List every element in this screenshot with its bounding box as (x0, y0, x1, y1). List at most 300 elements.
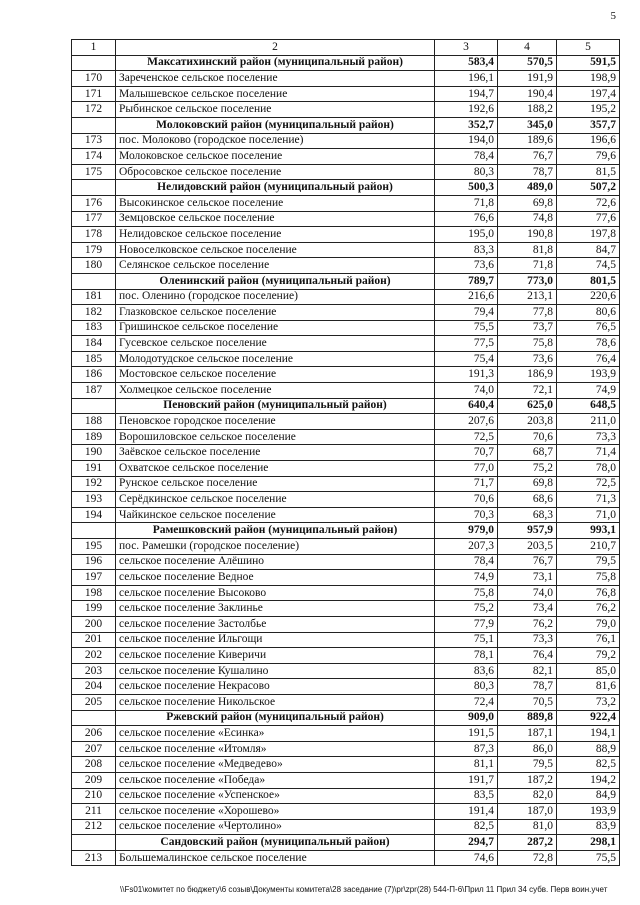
settlement-name-cell: Рамешковский район (муниципальный район) (116, 523, 435, 539)
value-col-4-cell: 287,2 (498, 835, 557, 851)
value-col-5-cell: 197,4 (557, 86, 620, 102)
settlement-name-cell: сельское поселение «Победа» (116, 772, 435, 788)
settlement-name-cell: Молоковский район (муниципальный район) (116, 117, 435, 133)
value-col-4-cell: 70,6 (498, 429, 557, 445)
value-col-5-cell: 83,9 (557, 819, 620, 835)
row-number-cell: 194 (72, 507, 116, 523)
value-col-4-cell: 190,8 (498, 227, 557, 243)
value-col-5-cell: 79,6 (557, 149, 620, 165)
value-col-4-cell: 76,7 (498, 149, 557, 165)
value-col-5-cell: 81,6 (557, 679, 620, 695)
value-col-3-cell: 74,6 (435, 850, 498, 866)
value-col-3-cell: 75,1 (435, 632, 498, 648)
row-number-cell: 177 (72, 211, 116, 227)
value-col-3-cell: 71,8 (435, 195, 498, 211)
row-number-cell: 170 (72, 71, 116, 87)
settlement-name-cell: Молоковское сельское поселение (116, 149, 435, 165)
value-col-4-cell: 70,5 (498, 694, 557, 710)
value-col-4-cell: 203,8 (498, 414, 557, 430)
table-row (72, 570, 620, 586)
district-row (72, 180, 620, 196)
value-col-5-cell: 78,6 (557, 336, 620, 352)
row-number-cell: 212 (72, 819, 116, 835)
settlement-name-cell: сельское поселение «Медведево» (116, 757, 435, 773)
value-col-5-cell: 76,8 (557, 585, 620, 601)
value-col-3-cell: 78,4 (435, 554, 498, 570)
value-col-3-cell: 83,5 (435, 788, 498, 804)
value-col-4-cell: 68,6 (498, 492, 557, 508)
table-row (72, 819, 620, 835)
row-number-cell: 181 (72, 289, 116, 305)
value-col-4-cell: 75,2 (498, 461, 557, 477)
value-col-5-cell: 71,4 (557, 445, 620, 461)
value-col-4-cell: 82,0 (498, 788, 557, 804)
value-col-5-cell: 198,9 (557, 71, 620, 87)
settlement-name-cell: сельское поселение Алёшино (116, 554, 435, 570)
value-col-4-cell: 79,5 (498, 757, 557, 773)
settlement-name-cell: Оленинский район (муниципальный район) (116, 273, 435, 289)
settlement-name-cell: сельское поселение «Успенское» (116, 788, 435, 804)
value-col-5-cell: 81,5 (557, 164, 620, 180)
settlement-name-cell: сельское поселение «Есинка» (116, 726, 435, 742)
row-number-cell: 188 (72, 414, 116, 430)
page-number: 5 (610, 10, 616, 22)
table-row (72, 164, 620, 180)
value-col-3-cell: 194,7 (435, 86, 498, 102)
value-col-3-cell: 74,0 (435, 383, 498, 399)
table-row (72, 289, 620, 305)
row-number-cell (72, 523, 116, 539)
table-body (72, 55, 620, 866)
settlement-name-cell: пос. Молоково (городское поселение) (116, 133, 435, 149)
value-col-3-cell: 72,4 (435, 694, 498, 710)
value-col-4-cell: 187,2 (498, 772, 557, 788)
row-number-cell: 174 (72, 149, 116, 165)
row-number-cell: 210 (72, 788, 116, 804)
value-col-3-cell: 80,3 (435, 679, 498, 695)
table-row (72, 788, 620, 804)
value-col-3-cell: 78,4 (435, 149, 498, 165)
value-col-3-cell: 77,5 (435, 336, 498, 352)
settlement-name-cell: сельское поселение Некрасово (116, 679, 435, 695)
district-row (72, 523, 620, 539)
table-row (72, 383, 620, 399)
value-col-4-cell: 188,2 (498, 102, 557, 118)
row-number-cell: 175 (72, 164, 116, 180)
table-row (72, 507, 620, 523)
value-col-4-cell: 489,0 (498, 180, 557, 196)
table-row (72, 195, 620, 211)
row-number-cell: 193 (72, 492, 116, 508)
row-number-cell: 204 (72, 679, 116, 695)
settlement-name-cell: Селянское сельское поселение (116, 258, 435, 274)
table-row (72, 367, 620, 383)
header-col-2: 2 (116, 40, 435, 56)
value-col-3-cell: 73,6 (435, 258, 498, 274)
settlement-name-cell: сельское поселение Ведное (116, 570, 435, 586)
settlement-name-cell: Молодотудское сельское поселение (116, 351, 435, 367)
table-row (72, 601, 620, 617)
settlement-name-cell: Сандовский район (муниципальный район) (116, 835, 435, 851)
settlement-name-cell: Земцовское сельское поселение (116, 211, 435, 227)
settlement-name-cell: Пеновское городское поселение (116, 414, 435, 430)
value-col-3-cell: 583,4 (435, 55, 498, 71)
value-col-4-cell: 78,7 (498, 164, 557, 180)
value-col-5-cell: 76,2 (557, 601, 620, 617)
value-col-5-cell: 193,9 (557, 804, 620, 820)
value-col-3-cell: 191,4 (435, 804, 498, 820)
settlement-name-cell: пос. Рамешки (городское поселение) (116, 539, 435, 555)
table-row (72, 585, 620, 601)
settlement-name-cell: сельское поселение Кушалино (116, 663, 435, 679)
row-number-cell (72, 710, 116, 726)
settlement-name-cell: Мостовское сельское поселение (116, 367, 435, 383)
settlement-name-cell: Холмецкое сельское поселение (116, 383, 435, 399)
row-number-cell (72, 55, 116, 71)
value-col-5-cell: 194,2 (557, 772, 620, 788)
row-number-cell: 178 (72, 227, 116, 243)
row-number-cell: 197 (72, 570, 116, 586)
row-number-cell: 187 (72, 383, 116, 399)
value-col-3-cell: 191,5 (435, 726, 498, 742)
value-col-5-cell: 197,8 (557, 227, 620, 243)
value-col-4-cell: 73,3 (498, 632, 557, 648)
value-col-4-cell: 189,6 (498, 133, 557, 149)
value-col-3-cell: 196,1 (435, 71, 498, 87)
settlement-name-cell: Охватское сельское поселение (116, 461, 435, 477)
value-col-4-cell: 82,1 (498, 663, 557, 679)
settlement-name-cell: сельское поселение «Чертолино» (116, 819, 435, 835)
value-col-5-cell: 220,6 (557, 289, 620, 305)
value-col-4-cell: 78,7 (498, 679, 557, 695)
settlement-name-cell: Гусевское сельское поселение (116, 336, 435, 352)
table-row (72, 133, 620, 149)
value-col-3-cell: 195,0 (435, 227, 498, 243)
table-row (72, 351, 620, 367)
table-row (72, 336, 620, 352)
header-col-3: 3 (435, 40, 498, 56)
value-col-3-cell: 72,5 (435, 429, 498, 445)
row-number-cell: 198 (72, 585, 116, 601)
value-col-4-cell: 77,8 (498, 305, 557, 321)
settlement-name-cell: Высокинское сельское поселение (116, 195, 435, 211)
district-row (72, 710, 620, 726)
settlement-name-cell: сельское поселение «Хорошево» (116, 804, 435, 820)
row-number-cell: 206 (72, 726, 116, 742)
row-number-cell: 203 (72, 663, 116, 679)
table-row (72, 102, 620, 118)
row-number-cell: 195 (72, 539, 116, 555)
value-col-4-cell: 76,7 (498, 554, 557, 570)
row-number-cell: 211 (72, 804, 116, 820)
value-col-4-cell: 345,0 (498, 117, 557, 133)
table-header-row (72, 40, 620, 56)
value-col-4-cell: 190,4 (498, 86, 557, 102)
value-col-5-cell: 73,3 (557, 429, 620, 445)
value-col-3-cell: 75,4 (435, 351, 498, 367)
row-number-cell (72, 273, 116, 289)
table-row (72, 305, 620, 321)
table-row (72, 648, 620, 664)
table-row (72, 445, 620, 461)
row-number-cell: 180 (72, 258, 116, 274)
settlement-name-cell: Нелидовский район (муниципальный район) (116, 180, 435, 196)
value-col-5-cell: 76,4 (557, 351, 620, 367)
value-col-4-cell: 889,8 (498, 710, 557, 726)
value-col-5-cell: 196,6 (557, 133, 620, 149)
value-col-3-cell: 82,5 (435, 819, 498, 835)
table-row (72, 772, 620, 788)
settlement-name-cell: Новоселковское сельское поселение (116, 242, 435, 258)
value-col-4-cell: 203,5 (498, 539, 557, 555)
settlement-name-cell: Чайкинское сельское поселение (116, 507, 435, 523)
value-col-4-cell: 73,6 (498, 351, 557, 367)
settlement-name-cell: Ворошиловское сельское поселение (116, 429, 435, 445)
value-col-5-cell: 72,6 (557, 195, 620, 211)
value-col-5-cell: 77,6 (557, 211, 620, 227)
settlement-name-cell: Глазковское сельское поселение (116, 305, 435, 321)
value-col-5-cell: 71,0 (557, 507, 620, 523)
row-number-cell: 200 (72, 616, 116, 632)
value-col-4-cell: 957,9 (498, 523, 557, 539)
value-col-4-cell: 73,4 (498, 601, 557, 617)
settlement-name-cell: сельское поселение Ильгощи (116, 632, 435, 648)
value-col-3-cell: 79,4 (435, 305, 498, 321)
table-row (72, 492, 620, 508)
table-row (72, 804, 620, 820)
table-row (72, 476, 620, 492)
value-col-4-cell: 73,1 (498, 570, 557, 586)
value-col-3-cell: 207,3 (435, 539, 498, 555)
value-col-3-cell: 70,6 (435, 492, 498, 508)
value-col-4-cell: 773,0 (498, 273, 557, 289)
settlement-name-cell: Малышевское сельское поселение (116, 86, 435, 102)
value-col-5-cell: 210,7 (557, 539, 620, 555)
table-row (72, 258, 620, 274)
settlement-name-cell: сельское поселение Заклинье (116, 601, 435, 617)
row-number-cell: 172 (72, 102, 116, 118)
value-col-4-cell: 71,8 (498, 258, 557, 274)
value-col-4-cell: 72,1 (498, 383, 557, 399)
value-col-3-cell: 80,3 (435, 164, 498, 180)
value-col-3-cell: 500,3 (435, 180, 498, 196)
settlement-name-cell: Большемалинское сельское поселение (116, 850, 435, 866)
value-col-3-cell: 294,7 (435, 835, 498, 851)
value-col-4-cell: 191,9 (498, 71, 557, 87)
settlement-name-cell: сельское поселение Высоково (116, 585, 435, 601)
value-col-3-cell: 352,7 (435, 117, 498, 133)
row-number-cell (72, 117, 116, 133)
row-number-cell: 199 (72, 601, 116, 617)
value-col-4-cell: 81,8 (498, 242, 557, 258)
district-row (72, 273, 620, 289)
value-col-3-cell: 77,0 (435, 461, 498, 477)
value-col-5-cell: 507,2 (557, 180, 620, 196)
table-row (72, 414, 620, 430)
value-col-5-cell: 591,5 (557, 55, 620, 71)
row-number-cell: 192 (72, 476, 116, 492)
table-row (72, 86, 620, 102)
value-col-4-cell: 76,4 (498, 648, 557, 664)
row-number-cell: 184 (72, 336, 116, 352)
value-col-4-cell: 186,9 (498, 367, 557, 383)
value-col-3-cell: 75,2 (435, 601, 498, 617)
settlement-name-cell: Рунское сельское поселение (116, 476, 435, 492)
settlement-name-cell: Пеновский район (муниципальный район) (116, 398, 435, 414)
settlement-name-cell: сельское поселение Никольское (116, 694, 435, 710)
value-col-5-cell: 85,0 (557, 663, 620, 679)
value-col-3-cell: 191,7 (435, 772, 498, 788)
table-row (72, 429, 620, 445)
value-col-4-cell: 69,8 (498, 476, 557, 492)
value-col-3-cell: 207,6 (435, 414, 498, 430)
row-number-cell: 213 (72, 850, 116, 866)
table-row (72, 850, 620, 866)
value-col-4-cell: 213,1 (498, 289, 557, 305)
row-number-cell: 205 (72, 694, 116, 710)
value-col-3-cell: 75,5 (435, 320, 498, 336)
header-col-1: 1 (72, 40, 116, 56)
value-col-4-cell: 74,8 (498, 211, 557, 227)
footer-file-path: \\Fs01\комитет по бюджету\6 созыв\Документы комитета\28 заседание (7)\pr\zpr(28) 544-П-6\Прил 11 Прил 34 субв. Перв воин.учет (120, 885, 608, 894)
district-row (72, 55, 620, 71)
value-col-3-cell: 81,1 (435, 757, 498, 773)
value-col-5-cell: 78,0 (557, 461, 620, 477)
row-number-cell: 179 (72, 242, 116, 258)
value-col-5-cell: 194,1 (557, 726, 620, 742)
row-number-cell: 171 (72, 86, 116, 102)
settlement-name-cell: сельское поселение Застолбье (116, 616, 435, 632)
value-col-3-cell: 71,7 (435, 476, 498, 492)
row-number-cell: 208 (72, 757, 116, 773)
settlement-name-cell: пос. Оленино (городское поселение) (116, 289, 435, 305)
value-col-5-cell: 298,1 (557, 835, 620, 851)
table-row (72, 679, 620, 695)
value-col-3-cell: 192,6 (435, 102, 498, 118)
settlement-name-cell: Нелидовское сельское поселение (116, 227, 435, 243)
value-col-3-cell: 78,1 (435, 648, 498, 664)
table-row (72, 149, 620, 165)
settlement-name-cell: Максатихинский район (муниципальный район) (116, 55, 435, 71)
value-col-4-cell: 73,7 (498, 320, 557, 336)
value-col-5-cell: 82,5 (557, 757, 620, 773)
row-number-cell (72, 835, 116, 851)
table-row (72, 726, 620, 742)
value-col-4-cell: 69,8 (498, 195, 557, 211)
header-col-4: 4 (498, 40, 557, 56)
settlement-name-cell: сельское поселение Киверичи (116, 648, 435, 664)
value-col-3-cell: 87,3 (435, 741, 498, 757)
table-row (72, 554, 620, 570)
settlement-name-cell: Серёдкинское сельское поселение (116, 492, 435, 508)
row-number-cell: 209 (72, 772, 116, 788)
value-col-4-cell: 68,7 (498, 445, 557, 461)
value-col-4-cell: 81,0 (498, 819, 557, 835)
row-number-cell: 190 (72, 445, 116, 461)
settlement-name-cell: Заёвское сельское поселение (116, 445, 435, 461)
table-row (72, 757, 620, 773)
table-row (72, 71, 620, 87)
settlement-name-cell: сельское поселение «Итомля» (116, 741, 435, 757)
value-col-5-cell: 193,9 (557, 367, 620, 383)
value-col-5-cell: 922,4 (557, 710, 620, 726)
value-col-4-cell: 75,8 (498, 336, 557, 352)
value-col-5-cell: 73,2 (557, 694, 620, 710)
row-number-cell: 182 (72, 305, 116, 321)
header-col-5: 5 (557, 40, 620, 56)
value-col-5-cell: 88,9 (557, 741, 620, 757)
row-number-cell: 196 (72, 554, 116, 570)
district-row (72, 835, 620, 851)
value-col-3-cell: 216,6 (435, 289, 498, 305)
row-number-cell: 183 (72, 320, 116, 336)
row-number-cell: 191 (72, 461, 116, 477)
row-number-cell: 186 (72, 367, 116, 383)
table-row (72, 227, 620, 243)
district-row (72, 398, 620, 414)
row-number-cell: 173 (72, 133, 116, 149)
value-col-4-cell: 625,0 (498, 398, 557, 414)
value-col-5-cell: 74,5 (557, 258, 620, 274)
value-col-5-cell: 74,9 (557, 383, 620, 399)
value-col-5-cell: 79,2 (557, 648, 620, 664)
value-col-3-cell: 640,4 (435, 398, 498, 414)
row-number-cell: 207 (72, 741, 116, 757)
value-col-3-cell: 77,9 (435, 616, 498, 632)
value-col-3-cell: 909,0 (435, 710, 498, 726)
value-col-5-cell: 75,5 (557, 850, 620, 866)
table-row (72, 320, 620, 336)
value-col-5-cell: 80,6 (557, 305, 620, 321)
value-col-3-cell: 789,7 (435, 273, 498, 289)
value-col-5-cell: 72,5 (557, 476, 620, 492)
value-col-3-cell: 83,3 (435, 242, 498, 258)
table-row (72, 539, 620, 555)
value-col-4-cell: 72,8 (498, 850, 557, 866)
value-col-3-cell: 83,6 (435, 663, 498, 679)
row-number-cell: 176 (72, 195, 116, 211)
value-col-5-cell: 801,5 (557, 273, 620, 289)
budget-table (71, 39, 620, 866)
value-col-3-cell: 75,8 (435, 585, 498, 601)
value-col-5-cell: 79,5 (557, 554, 620, 570)
row-number-cell (72, 180, 116, 196)
value-col-5-cell: 211,0 (557, 414, 620, 430)
settlement-name-cell: Ржевский район (муниципальный район) (116, 710, 435, 726)
value-col-5-cell: 76,5 (557, 320, 620, 336)
value-col-3-cell: 74,9 (435, 570, 498, 586)
settlement-name-cell: Зареченское сельское поселение (116, 71, 435, 87)
table-row (72, 242, 620, 258)
value-col-5-cell: 76,1 (557, 632, 620, 648)
value-col-3-cell: 70,3 (435, 507, 498, 523)
value-col-4-cell: 76,2 (498, 616, 557, 632)
value-col-5-cell: 75,8 (557, 570, 620, 586)
table-row (72, 694, 620, 710)
value-col-5-cell: 71,3 (557, 492, 620, 508)
value-col-5-cell: 195,2 (557, 102, 620, 118)
settlement-name-cell: Гришинское сельское поселение (116, 320, 435, 336)
settlement-name-cell: Обросовское сельское поселение (116, 164, 435, 180)
value-col-4-cell: 68,3 (498, 507, 557, 523)
district-row (72, 117, 620, 133)
row-number-cell: 189 (72, 429, 116, 445)
row-number-cell: 185 (72, 351, 116, 367)
value-col-5-cell: 84,7 (557, 242, 620, 258)
value-col-3-cell: 979,0 (435, 523, 498, 539)
settlement-name-cell: Рыбинское сельское поселение (116, 102, 435, 118)
row-number-cell: 202 (72, 648, 116, 664)
